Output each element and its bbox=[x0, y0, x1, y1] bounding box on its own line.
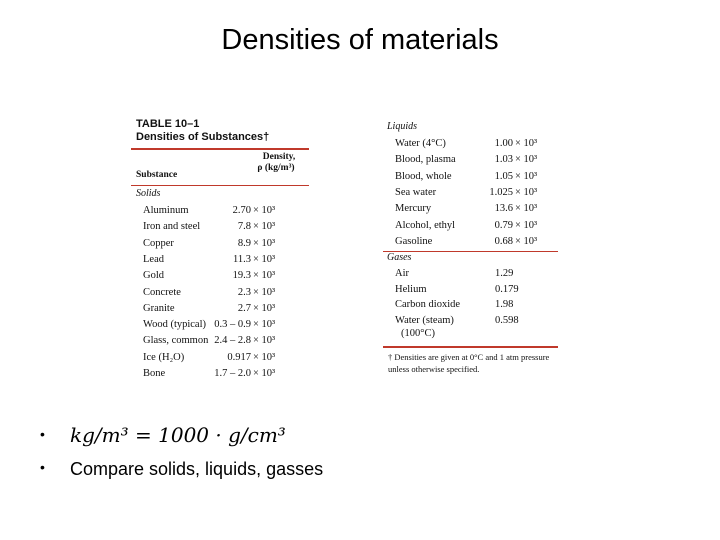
table-row bbox=[131, 203, 311, 219]
substance-name: Mercury bbox=[395, 203, 432, 215]
density-exponent: × 10³ bbox=[253, 286, 276, 298]
density-exponent: × 10³ bbox=[515, 219, 538, 231]
substance-name: Water (steam) bbox=[395, 314, 454, 326]
gases-group-label: Gases bbox=[387, 252, 412, 263]
table-row bbox=[131, 219, 311, 235]
substance-name: Granite bbox=[143, 302, 175, 314]
steam-note: (100°C) bbox=[401, 328, 435, 339]
density-value: 2.3 bbox=[237, 286, 251, 298]
substance-name: Blood, whole bbox=[395, 170, 452, 182]
density-exponent: × 10³ bbox=[253, 302, 276, 314]
slide-title: Densities of materials bbox=[221, 24, 499, 56]
table-row bbox=[131, 366, 311, 382]
density-table-right bbox=[383, 118, 563, 378]
density-column-header: Density, bbox=[262, 152, 296, 162]
table-row bbox=[383, 218, 563, 234]
substance-name: Water (4°C) bbox=[395, 138, 446, 149]
table-label: TABLE 10–1 bbox=[136, 118, 200, 130]
compare-text: Compare solids, liquids, gasses bbox=[70, 459, 324, 479]
density-value: 0.68 bbox=[494, 235, 513, 247]
density-value: 2.7 bbox=[237, 302, 251, 314]
table-row bbox=[383, 136, 563, 152]
substance-name: Aluminum bbox=[143, 205, 189, 216]
table-row bbox=[131, 333, 311, 349]
table-row bbox=[131, 350, 311, 366]
density-value: 0.3 – 0.9 bbox=[214, 319, 251, 331]
substance-name: Concrete bbox=[143, 286, 181, 298]
substance-name: Wood (typical) bbox=[143, 319, 207, 331]
density-exponent: × 10³ bbox=[253, 270, 276, 282]
table-row bbox=[131, 285, 311, 301]
substance-column-header: Substance bbox=[136, 170, 178, 180]
density-exponent: × 10³ bbox=[253, 351, 276, 363]
density-exponent: × 10³ bbox=[253, 253, 276, 265]
density-exponent: × 10³ bbox=[515, 170, 538, 182]
substance-name: Carbon dioxide bbox=[395, 299, 461, 310]
table-row bbox=[131, 301, 311, 317]
density-value: 1.05 bbox=[494, 170, 513, 182]
density-value: 13.6 bbox=[494, 203, 513, 215]
table-row bbox=[383, 201, 563, 217]
header-rule bbox=[131, 185, 309, 186]
table-row bbox=[383, 234, 563, 250]
density-unit-header: ρ (kg/m³) bbox=[257, 163, 295, 173]
density-value: 2.70 bbox=[232, 205, 251, 216]
density-value: 1.7 – 2.0 bbox=[214, 368, 251, 379]
substance-name: Sea water bbox=[395, 186, 437, 198]
table-footnote: † Densities are given at 0°C and 1 atm pressure unless otherwise specified. bbox=[388, 352, 550, 374]
density-value: 8.9 bbox=[237, 237, 251, 249]
liquids-group-label: Liquids bbox=[387, 121, 418, 132]
substance-name: Bone bbox=[143, 368, 166, 379]
density-value: 7.8 bbox=[237, 221, 251, 233]
density-value: 1.98 bbox=[495, 299, 514, 310]
density-exponent: × 10³ bbox=[253, 205, 276, 216]
density-exponent: × 10³ bbox=[253, 319, 276, 331]
density-exponent: × 10³ bbox=[515, 235, 538, 247]
table-row bbox=[383, 297, 563, 313]
density-value: 0.598 bbox=[495, 314, 519, 326]
table-row bbox=[383, 152, 563, 168]
density-exponent: × 10³ bbox=[253, 335, 276, 347]
density-value: 19.3 bbox=[232, 270, 251, 282]
substance-name: Alcohol, ethyl bbox=[395, 219, 456, 231]
density-value: 1.00 bbox=[494, 138, 513, 149]
substance-name: Iron and steel bbox=[143, 221, 201, 233]
table-row bbox=[131, 252, 311, 268]
density-exponent: × 10³ bbox=[253, 221, 276, 233]
density-value: 0.179 bbox=[495, 283, 519, 295]
table-row bbox=[131, 268, 311, 284]
density-value: 0.79 bbox=[494, 219, 513, 231]
substance-name: Air bbox=[395, 268, 409, 279]
density-exponent: × 10³ bbox=[515, 154, 538, 166]
table-row bbox=[383, 185, 563, 201]
density-value: 2.4 – 2.8 bbox=[214, 335, 251, 347]
table-row bbox=[383, 169, 563, 185]
bullet-marker: • bbox=[40, 426, 45, 442]
table-row bbox=[131, 317, 311, 333]
table-row bbox=[131, 236, 311, 252]
bullet-marker: • bbox=[40, 459, 45, 475]
table-top-rule bbox=[131, 148, 309, 150]
density-exponent: × 10³ bbox=[253, 237, 276, 249]
density-exponent: × 10³ bbox=[515, 203, 538, 215]
density-value: 1.025 bbox=[489, 186, 513, 198]
substance-name: Copper bbox=[143, 237, 174, 249]
substance-name: Gasoline bbox=[395, 235, 433, 247]
density-value: 1.03 bbox=[494, 154, 513, 166]
substance-name: Lead bbox=[143, 253, 164, 265]
table-row bbox=[383, 282, 563, 298]
table-row bbox=[383, 266, 563, 282]
substance-name: Gold bbox=[143, 270, 164, 282]
solids-group-label: Solids bbox=[136, 188, 161, 199]
density-exponent: × 10³ bbox=[515, 186, 538, 198]
density-value: 0.917 bbox=[227, 351, 251, 363]
table-caption: Densities of Substances† bbox=[136, 131, 270, 143]
density-value: 11.3 bbox=[233, 253, 251, 265]
density-value: 1.29 bbox=[495, 268, 514, 279]
density-table-left bbox=[131, 115, 311, 383]
substance-name: Ice (H₂O) bbox=[143, 351, 185, 363]
conversion-formula: kg/m³ = 1000 · g/cm³ bbox=[70, 423, 286, 447]
substance-name: Helium bbox=[395, 283, 427, 295]
substance-name: Blood, plasma bbox=[395, 154, 456, 166]
density-exponent: × 10³ bbox=[253, 368, 276, 379]
substance-name: Glass, common bbox=[143, 335, 209, 347]
density-exponent: × 10³ bbox=[515, 138, 538, 149]
footnote-rule bbox=[383, 346, 558, 348]
steam-note-row bbox=[383, 326, 563, 342]
